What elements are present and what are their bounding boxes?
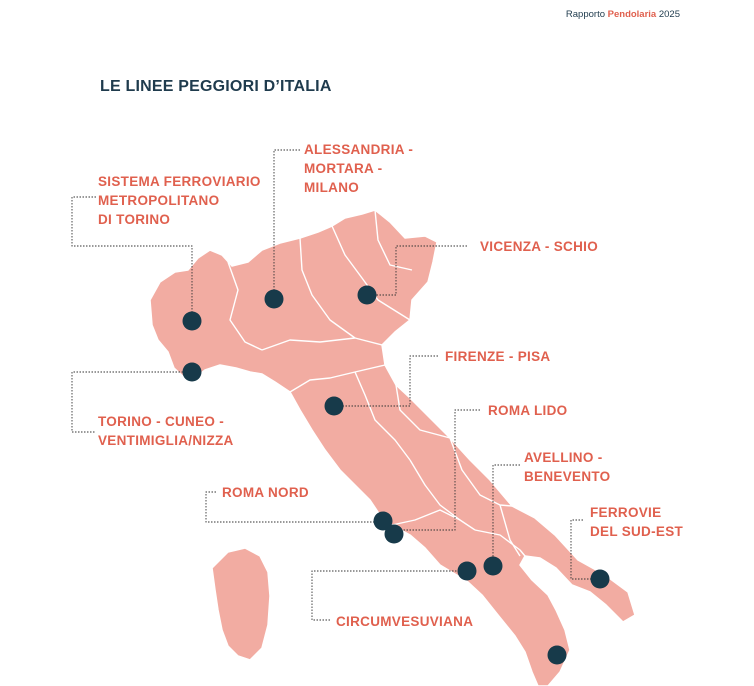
marker-circumvesuviana[interactable] <box>458 562 477 581</box>
marker-avellino[interactable] <box>484 557 503 576</box>
marker-firenze[interactable] <box>325 397 344 416</box>
marker-calabria[interactable] <box>548 646 567 665</box>
marker-alessandria[interactable] <box>265 290 284 309</box>
label-roma-lido: ROMA LIDO <box>488 403 568 418</box>
label-torino-cuneo: TORINO - CUNEO - VENTIMIGLIA/NIZZA <box>98 414 234 448</box>
marker-torino-cuneo[interactable] <box>183 363 202 382</box>
marker-vicenza[interactable] <box>358 286 377 305</box>
label-roma-nord: ROMA NORD <box>222 485 309 500</box>
page-title: LE LINEE PEGGIORI D’ITALIA <box>100 78 332 95</box>
label-firenze: FIRENZE - PISA <box>445 349 551 364</box>
label-vicenza: VICENZA - SCHIO <box>480 239 599 254</box>
label-sfm-torino: SISTEMA FERROVIARIO METROPOLITANO DI TORINO <box>98 174 261 227</box>
report-year: 2025 <box>658 9 680 20</box>
marker-sud-est[interactable] <box>591 570 610 589</box>
report-brand: Pendolaria <box>607 9 657 20</box>
marker-roma-lido[interactable] <box>385 525 404 544</box>
label-alessandria: ALESSANDRIA - MORTARA - MILANO <box>304 142 414 195</box>
label-avellino: AVELLINO - BENEVENTO <box>524 450 611 484</box>
label-sud-est: FERROVIE DEL SUD-EST <box>590 505 684 539</box>
marker-sfm-torino[interactable] <box>183 312 202 331</box>
label-circumvesuviana: CIRCUMVESUVIANA <box>336 614 474 629</box>
report-prefix: Rapporto <box>565 9 605 20</box>
